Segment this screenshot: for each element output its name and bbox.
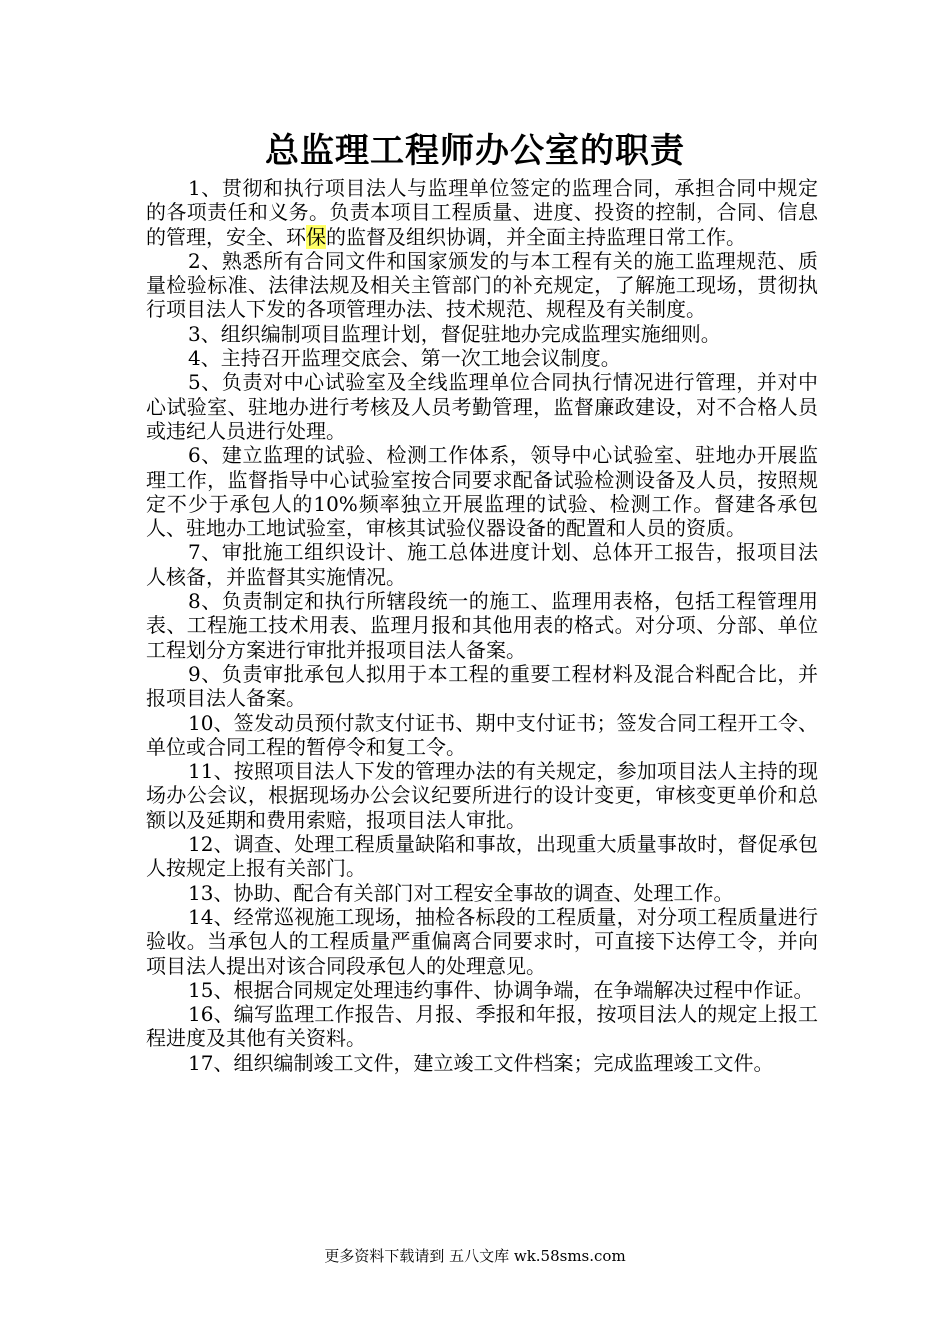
paragraph-7: 7、审批施工组织设计、施工总体进度计划、总体开工报告，报项目法人核备，并监督其实施情况。 [146,540,818,589]
paragraph-10: 10、签发动员预付款支付证书、期中支付证书；签发合同工程开工令、单位或合同工程的暂停令和复工令。 [146,710,818,759]
paragraph-13: 13、协助、配合有关部门对工程安全事故的调查、处理工作。 [188,880,734,905]
paragraph-8: 8、负责制定和执行所辖段统一的施工、监理用表格，包括工程管理用表、工程施工技术用表、监理月报和其他用表的格式。对分项、分部、单位工程划分方案进行审批并报项目法人备案。 [146,589,818,662]
page-title: 总监理工程师办公室的职责 [265,131,685,171]
paragraph-16: 16、编写监理工作报告、月报、季报和年报，按项目法人的规定上报工程进度及其他有关资料。 [146,1002,818,1051]
paragraph-4: 4、主持召开监理交底会、第一次工地会议制度。 [188,346,621,371]
paragraph-2: 2、熟悉所有合同文件和国家颁发的与本工程有关的施工监理规范、质量检验标准、法律法规及相关主管部门的补充规定，了解施工现场，贯彻执行项目法人下发的各项管理办法、技术规范、规程及有关制度。 [146,248,818,322]
paragraph-1-text-after: 的监督及组织协调，并全面主持监理日常工作。 [326,224,746,249]
paragraph-14: 14、经常巡视施工现场，抽检各标段的工程质量，对分项工程质量进行验收。当承包人的工程质量严重偏离合同要求时，可直接下达停工令，并向项目法人提出对该合同段承包人的处理意见。 [146,904,818,978]
highlighted-text: 保 [306,224,326,249]
paragraph-6: 6、建立监理的试验、检测工作体系，领导中心试验室、驻地办开展监理工作，监督指导中心试验室按合同要求配备试验检测设备及人员，按照规定不少于承包人的10%频率独立开展监理的试验、检测工作。督建各承包人、驻地办工地试验室，审核其试验仪器设备的配置和人员的资质。 [146,443,818,541]
paragraph-1 [146,176,818,249]
paragraph-15: 15、根据合同规定处理违约事件、协调争端，在争端解决过程中作证。 [188,977,814,1002]
document-body [146,176,818,1075]
paragraph-11: 11、按照项目法人下发的管理办法的有关规定，参加项目法人主持的现场办公会议，根据现场办公会议纪要所进行的设计变更，审核变更单价和总额以及延期和费用索赔，报项目法人审批。 [146,759,818,832]
paragraph-12: 12、调查、处理工程质量缺陷和事故，出现重大质量事故时，督促承包人按规定上报有关部门。 [146,832,818,881]
paragraph-1-text-before: 1、贯彻和执行项目法人与监理单位签定的监理合同，承担合同中规定的各项责任和义务。负责本项目工程质量、进度、投资的控制，合同、信息的管理，安全、环 [146,176,818,249]
paragraph-5: 5、负责对中心试验室及全线监理单位合同执行情况进行管理，并对中心试验室、驻地办进行考核及人员考勤管理，监督廉政建设，对不合格人员或违纪人员进行处理。 [146,370,818,443]
footer-link-text: 更多资料下载请到 五八文库 wk.58sms.com [324,1247,626,1265]
paragraph-17: 17、组织编制竣工文件，建立竣工文件档案；完成监理竣工文件。 [188,1050,774,1075]
paragraph-3: 3、组织编制项目监理计划，督促驻地办完成监理实施细则。 [188,321,721,346]
paragraph-9: 9、负责审批承包人拟用于本工程的重要工程材料及混合料配合比，并报项目法人备案。 [146,661,818,711]
